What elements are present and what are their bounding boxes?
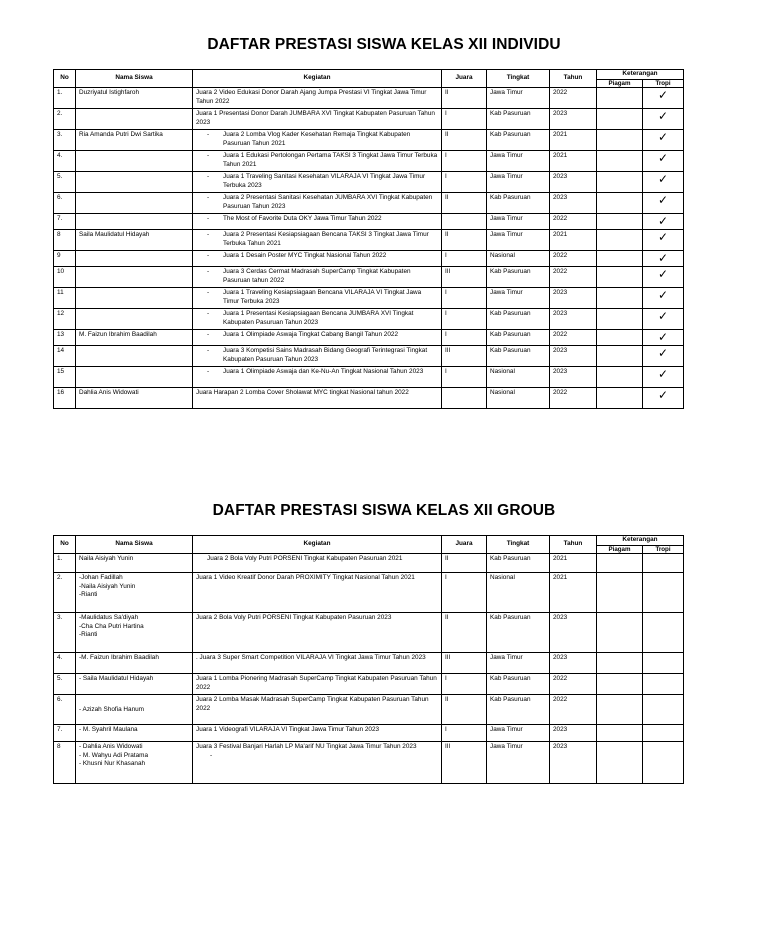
- cell-nama: Saila Maulidatul Hidayah: [76, 230, 193, 251]
- cell-juara: III: [442, 267, 487, 288]
- cell-kegiatan: [193, 288, 442, 309]
- cell-no: 3.: [54, 130, 76, 151]
- bullet-marker: -: [207, 289, 210, 296]
- bullet-marker: -: [207, 152, 210, 159]
- cell-tahun: 2021: [550, 151, 597, 172]
- member-name: -Maulidatus Sa'diyah: [79, 614, 139, 621]
- cell-no: 8: [54, 230, 76, 251]
- table-row: [54, 151, 684, 172]
- member-name: -Naila Aisiyah Yunin: [79, 582, 136, 590]
- check-icon: ✓: [643, 367, 684, 388]
- cell-no: 12: [54, 309, 76, 330]
- cell-nama: [76, 573, 193, 613]
- check-icon: ✓: [643, 346, 684, 367]
- table-row: [54, 725, 684, 742]
- kegiatan-text: Juara 2 Bola Voly Putri PORSENI Tingkat Kabupaten Pasuruan 2021: [207, 555, 403, 562]
- cell-kegiatan: [193, 554, 442, 573]
- bullet-marker: -: [207, 310, 210, 317]
- table-row: [54, 653, 684, 674]
- cell-no: 7.: [54, 725, 76, 742]
- cell-no: 15: [54, 367, 76, 388]
- cell-juara: II: [442, 130, 487, 151]
- cell-piagam: [597, 367, 643, 388]
- cell-kegiatan: [193, 653, 442, 674]
- check-icon: ✓: [643, 88, 684, 109]
- cell-juara: I: [442, 288, 487, 309]
- header-kegiatan: Kegiatan: [193, 536, 442, 554]
- cell-piagam: [597, 230, 643, 251]
- cell-tingkat: Jawa Timur: [487, 214, 550, 230]
- cell-piagam: [597, 288, 643, 309]
- cell-no: 11: [54, 288, 76, 309]
- cell-nama: [76, 725, 193, 742]
- header-no: No: [54, 70, 76, 88]
- cell-tingkat: Kab Pasuruan: [487, 346, 550, 367]
- cell-tingkat: Kab Pasuruan: [487, 695, 550, 725]
- cell-tingkat: Kab Pasuruan: [487, 554, 550, 573]
- cell-nama: Dahlia Anis Widowati: [76, 388, 193, 409]
- member-name: -Cha Cha Putri Hartina: [79, 622, 144, 630]
- kegiatan-text: Juara 1 Traveling Kesiapsiagaan Bencana VILARAJA VI Tingkat Jawa Timur Terbuka 2023: [223, 289, 422, 305]
- cell-tahun: 2022: [550, 251, 597, 267]
- check-icon: ✓: [643, 151, 684, 172]
- check-icon: ✓: [643, 130, 684, 151]
- cell-tingkat: Jawa Timur: [487, 230, 550, 251]
- cell-no: 4.: [54, 151, 76, 172]
- bullet-marker: -: [207, 368, 210, 375]
- cell-tahun: 2022: [550, 388, 597, 409]
- cell-tropi: [643, 725, 684, 742]
- kegiatan-text: Juara 1 Edukasi Pertolongan Pertama TAKSI 3 Tingkat Jawa Timur Terbuka Tahun 2021: [223, 152, 438, 168]
- cell-no: 6.: [54, 695, 76, 725]
- cell-piagam: [597, 151, 643, 172]
- cell-tahun: 2022: [550, 330, 597, 346]
- cell-kegiatan: [193, 151, 442, 172]
- cell-juara: III: [442, 653, 487, 674]
- cell-kegiatan: [193, 267, 442, 288]
- cell-tingkat: Kab Pasuruan: [487, 109, 550, 130]
- table-row: [54, 346, 684, 367]
- table-row: [54, 130, 684, 151]
- bullet-marker: -: [207, 131, 210, 138]
- cell-piagam: [597, 653, 643, 674]
- cell-kegiatan: [193, 330, 442, 346]
- cell-tingkat: Nasional: [487, 251, 550, 267]
- table-row: [54, 193, 684, 214]
- header-juara: Juara: [442, 70, 487, 88]
- member-name: - Khusni Nur Khasanah: [79, 760, 146, 768]
- cell-nama: [76, 695, 193, 725]
- cell-juara: II: [442, 695, 487, 725]
- check-icon: ✓: [643, 193, 684, 214]
- cell-tingkat: Jawa Timur: [487, 653, 550, 674]
- header-keterangan: Keterangan: [597, 70, 684, 80]
- header-tropi: Tropi: [643, 546, 684, 554]
- cell-no: 4.: [54, 653, 76, 674]
- cell-tahun: 2021: [550, 554, 597, 573]
- group-table: [53, 535, 684, 784]
- table-row: [54, 172, 684, 193]
- header-keterangan: Keterangan: [597, 536, 684, 546]
- check-icon: ✓: [643, 172, 684, 193]
- check-icon: ✓: [643, 330, 684, 346]
- cell-tropi: [643, 554, 684, 573]
- cell-piagam: [597, 674, 643, 695]
- cell-no: 1.: [54, 554, 76, 573]
- member-name: Naila Aisiyah Yunin: [79, 555, 134, 562]
- cell-nama: [76, 288, 193, 309]
- header-kegiatan: Kegiatan: [193, 70, 442, 88]
- cell-piagam: [597, 388, 643, 409]
- cell-piagam: [597, 346, 643, 367]
- cell-tingkat: Kab Pasuruan: [487, 130, 550, 151]
- cell-kegiatan: [193, 230, 442, 251]
- table-row: [54, 674, 684, 695]
- cell-kegiatan: [193, 346, 442, 367]
- cell-no: 1.: [54, 88, 76, 109]
- header-juara: Juara: [442, 536, 487, 554]
- member-name: - M. Wahyu Adi Pratama: [79, 751, 149, 759]
- kegiatan-text: Juara 1 Olimpiade Aswaja Tingkat Cabang Bangil Tahun 2022: [223, 331, 399, 338]
- cell-piagam: [597, 214, 643, 230]
- member-name: - Azizah Shofia Hanum: [79, 706, 145, 713]
- cell-kegiatan: [193, 367, 442, 388]
- table-row: [54, 388, 684, 409]
- header-piagam: Piagam: [597, 80, 643, 88]
- bullet-marker: -: [207, 268, 210, 275]
- cell-juara: I: [442, 251, 487, 267]
- table-row: [54, 573, 684, 613]
- table-row: [54, 267, 684, 288]
- cell-juara: [442, 214, 487, 230]
- table-row: [54, 309, 684, 330]
- table-row: [54, 288, 684, 309]
- cell-tropi: [643, 674, 684, 695]
- table-row: [54, 367, 684, 388]
- cell-tahun: 2023: [550, 613, 597, 653]
- cell-tahun: 2021: [550, 573, 597, 613]
- header-tingkat: Tingkat: [487, 70, 550, 88]
- cell-nama: [76, 613, 193, 653]
- bullet-marker: -: [207, 194, 210, 201]
- cell-nama: M. Faizun Ibrahim Baadilah: [76, 330, 193, 346]
- cell-nama: [76, 151, 193, 172]
- cell-kegiatan: [193, 742, 442, 784]
- kegiatan-text: Juara 1 Olimpiade Aswaja dan Ke-Nu-An Tingkat Nasional Tahun 2023: [223, 368, 424, 375]
- check-icon: ✓: [643, 388, 684, 409]
- cell-tingkat: Kab Pasuruan: [487, 193, 550, 214]
- cell-juara: I: [442, 172, 487, 193]
- member-name: -M. Faizun Ibrahim Baadilah: [79, 654, 159, 661]
- cell-kegiatan: [193, 251, 442, 267]
- cell-tahun: 2022: [550, 267, 597, 288]
- kegiatan-text: Juara 2 Video Edukasi Donor Darah Ajang Jumpa Prestasi VI Tingkat Jawa Timur Tahun 2022: [196, 89, 427, 105]
- bullet-marker: -: [207, 252, 210, 259]
- cell-kegiatan: [193, 674, 442, 695]
- cell-nama: [76, 309, 193, 330]
- kegiatan-text: Juara Harapan 2 Lomba Cover Sholawat MYC tingkat Nasional tahun 2022: [196, 389, 409, 396]
- cell-kegiatan: [193, 172, 442, 193]
- cell-juara: [442, 388, 487, 409]
- check-icon: ✓: [643, 267, 684, 288]
- header-nama: Nama Siswa: [76, 70, 193, 88]
- kegiatan-text: Juara 3 Festival Banjari Harlah LP Ma'arif NU Tingkat Jawa Timur Tahun 2023: [196, 743, 417, 750]
- cell-tingkat: Jawa Timur: [487, 88, 550, 109]
- cell-nama: [76, 346, 193, 367]
- kegiatan-text: Juara 1 Lomba Pionering Madrasah SuperCamp Tingkat Kabupaten Pasuruan Tahun 2022: [196, 675, 437, 691]
- cell-tahun: 2023: [550, 367, 597, 388]
- bullet-marker: -: [207, 173, 210, 180]
- header-nama: Nama Siswa: [76, 536, 193, 554]
- bullet-marker: -: [207, 331, 210, 338]
- cell-tropi: [643, 695, 684, 725]
- cell-nama: [76, 742, 193, 784]
- individu-table: [53, 69, 684, 409]
- cell-nama: [76, 367, 193, 388]
- kegiatan-text: Juara 3 Kompetisi Sains Madrasah Bidang Geografi Terintegrasi Tingkat Kabupaten Pasuruan Tahun 2023: [223, 347, 428, 363]
- cell-tahun: 2022: [550, 88, 597, 109]
- cell-juara: I: [442, 674, 487, 695]
- cell-no: 2.: [54, 109, 76, 130]
- table-row: [54, 230, 684, 251]
- cell-tingkat: Kab Pasuruan: [487, 309, 550, 330]
- cell-tropi: [643, 573, 684, 613]
- cell-tahun: 2022: [550, 695, 597, 725]
- cell-tropi: [643, 613, 684, 653]
- bullet-marker: -: [207, 347, 210, 354]
- member-name: -Johan Fadillah: [79, 574, 123, 581]
- cell-juara: I: [442, 109, 487, 130]
- bullet-marker: -: [207, 231, 210, 238]
- cell-piagam: [597, 742, 643, 784]
- cell-tingkat: Jawa Timur: [487, 742, 550, 784]
- kegiatan-text: Juara 1 Video Kreatif Donor Darah PROXIMITY Tingkat Nasional Tahun 2021: [196, 574, 415, 581]
- table-row: [54, 251, 684, 267]
- bullet-marker: -: [207, 215, 210, 222]
- cell-tingkat: Jawa Timur: [487, 151, 550, 172]
- cell-juara: II: [442, 554, 487, 573]
- table-row: [54, 554, 684, 573]
- cell-no: 5.: [54, 674, 76, 695]
- cell-tahun: 2023: [550, 172, 597, 193]
- cell-no: 6.: [54, 193, 76, 214]
- cell-kegiatan: [193, 88, 442, 109]
- cell-no: 7.: [54, 214, 76, 230]
- cell-no: 10: [54, 267, 76, 288]
- cell-tingkat: Kab Pasuruan: [487, 674, 550, 695]
- kegiatan-text: Juara 1 Presentasi Donor Darah JUMBARA XVI Tingkat Kabupaten Pasuruan Tahun 2023: [196, 110, 435, 126]
- cell-kegiatan: [193, 573, 442, 613]
- cell-nama: [76, 251, 193, 267]
- header-tingkat: Tingkat: [487, 536, 550, 554]
- cell-nama: [76, 193, 193, 214]
- cell-tropi: [643, 653, 684, 674]
- cell-piagam: [597, 309, 643, 330]
- kegiatan-text: Juara 1 Traveling Sanitasi Kesehatan VILARAJA VI Tingkat Jawa Timur Terbuka 2023: [223, 173, 426, 189]
- table-row: [54, 330, 684, 346]
- cell-piagam: [597, 193, 643, 214]
- cell-nama: Duzriyatul Istighfaroh: [76, 88, 193, 109]
- cell-tingkat: Kab Pasuruan: [487, 613, 550, 653]
- cell-piagam: [597, 267, 643, 288]
- kegiatan-text: Juara 1 Desain Poster MYC Tingkat Nasional Tahun 2022: [223, 252, 387, 259]
- check-icon: ✓: [643, 251, 684, 267]
- group-title: DAFTAR PRESTASI SISWA KELAS XII GROUB: [212, 502, 556, 519]
- cell-piagam: [597, 251, 643, 267]
- cell-tahun: 2023: [550, 742, 597, 784]
- member-name: - Dahlia Anis Widowati: [79, 743, 143, 750]
- cell-tahun: 2021: [550, 130, 597, 151]
- cell-nama: [76, 214, 193, 230]
- cell-tahun: 2021: [550, 230, 597, 251]
- kegiatan-text: Juara 2 Lomba Masak Madrasah SuperCamp Tingkat Kabupaten Pasuruan Tahun 2022: [196, 696, 429, 712]
- cell-no: 9: [54, 251, 76, 267]
- cell-tahun: 2023: [550, 346, 597, 367]
- cell-tingkat: Jawa Timur: [487, 725, 550, 742]
- cell-juara: I: [442, 367, 487, 388]
- cell-no: 8: [54, 742, 76, 784]
- cell-juara: II: [442, 88, 487, 109]
- cell-tahun: 2023: [550, 725, 597, 742]
- cell-tingkat: Nasional: [487, 367, 550, 388]
- cell-tingkat: Jawa Timur: [487, 172, 550, 193]
- cell-kegiatan: [193, 214, 442, 230]
- kegiatan-text: The Most of Favorite Duta OKY Jawa Timur Tahun 2022: [223, 215, 382, 222]
- cell-piagam: [597, 172, 643, 193]
- cell-no: 14: [54, 346, 76, 367]
- cell-nama: [76, 653, 193, 674]
- cell-tahun: 2023: [550, 309, 597, 330]
- cell-kegiatan: [193, 725, 442, 742]
- kegiatan-extra: -: [210, 751, 213, 759]
- cell-kegiatan: [193, 130, 442, 151]
- cell-tahun: 2023: [550, 109, 597, 130]
- cell-juara: I: [442, 725, 487, 742]
- header-piagam: Piagam: [597, 546, 643, 554]
- cell-kegiatan: [193, 109, 442, 130]
- cell-juara: I: [442, 151, 487, 172]
- cell-kegiatan: [193, 695, 442, 725]
- member-name: - M. Syahril Maulana: [79, 726, 138, 733]
- cell-nama: [76, 267, 193, 288]
- cell-tahun: 2022: [550, 674, 597, 695]
- member-name: -Rianti: [79, 591, 98, 599]
- kegiatan-text: Juara 2 Bola Voly Putri PORSENI Tingkat Kabupaten Pasuruan 2023: [196, 614, 392, 621]
- cell-juara: II: [442, 613, 487, 653]
- cell-no: 2.: [54, 573, 76, 613]
- cell-nama: [76, 172, 193, 193]
- check-icon: ✓: [643, 309, 684, 330]
- cell-piagam: [597, 725, 643, 742]
- header-tropi: Tropi: [643, 80, 684, 88]
- cell-tingkat: Jawa Timur: [487, 288, 550, 309]
- cell-piagam: [597, 573, 643, 613]
- cell-kegiatan: [193, 613, 442, 653]
- cell-tahun: 2022: [550, 214, 597, 230]
- cell-no: 16: [54, 388, 76, 409]
- cell-tingkat: Nasional: [487, 388, 550, 409]
- cell-piagam: [597, 554, 643, 573]
- table-row: [54, 742, 684, 784]
- check-icon: ✓: [643, 214, 684, 230]
- member-name: - Saila Maulidatul Hidayah: [79, 675, 154, 682]
- cell-no: 5.: [54, 172, 76, 193]
- cell-tingkat: Kab Pasuruan: [487, 330, 550, 346]
- cell-no: 3.: [54, 613, 76, 653]
- cell-piagam: [597, 130, 643, 151]
- kegiatan-text: Juara 2 Lomba Vlog Kader Kesehatan Remaja Tingkat Kabupaten Pasuruan Tahun 2021: [223, 131, 411, 147]
- cell-piagam: [597, 109, 643, 130]
- cell-no: 13: [54, 330, 76, 346]
- cell-juara: I: [442, 330, 487, 346]
- cell-juara: II: [442, 230, 487, 251]
- cell-juara: III: [442, 346, 487, 367]
- kegiatan-text: Juara 2 Presentasi Kesiapsiagaan Bencana TAKSI 3 Tingkat Jawa Timur Terbuka Tahun 2021: [223, 231, 429, 247]
- cell-tahun: 2023: [550, 653, 597, 674]
- table-row: [54, 695, 684, 725]
- cell-tahun: 2023: [550, 288, 597, 309]
- individu-title: DAFTAR PRESTASI SISWA KELAS XII INDIVIDU: [207, 36, 561, 53]
- kegiatan-text: Juara 2 Presentasi Sanitasi Kesehatan JUMBARA XVI Tingkat Kabupaten Pasuruan Tahun 2023: [223, 194, 433, 210]
- kegiatan-text: Juara 3 Cerdas Cermat Madrasah SuperCamp Tingkat Kabupaten Pasuruan tahun 2022: [223, 268, 411, 284]
- kegiatan-text: Juara 1 Videografi VILARAJA VI Tingkat Jawa Timur Tahun 2023: [196, 726, 380, 733]
- cell-tahun: 2023: [550, 193, 597, 214]
- cell-kegiatan: [193, 388, 442, 409]
- cell-tingkat: Nasional: [487, 573, 550, 613]
- cell-nama: Ria Amanda Putri Dwi Sartika: [76, 130, 193, 151]
- table-row: [54, 613, 684, 653]
- cell-tingkat: Kab Pasuruan: [487, 267, 550, 288]
- cell-juara: III: [442, 742, 487, 784]
- check-icon: ✓: [643, 109, 684, 130]
- cell-juara: II: [442, 193, 487, 214]
- table-row: [54, 88, 684, 109]
- cell-kegiatan: [193, 309, 442, 330]
- header-tahun: Tahun: [550, 70, 597, 88]
- cell-tropi: [643, 742, 684, 784]
- header-tahun: Tahun: [550, 536, 597, 554]
- cell-piagam: [597, 613, 643, 653]
- cell-juara: I: [442, 309, 487, 330]
- kegiatan-text: Juara 1 Presentasi Kesiapsiagaan Bencana JUMBARA XVI Tingkat Kabupaten Pasuruan Tahun 2023: [223, 310, 414, 326]
- cell-nama: [76, 674, 193, 695]
- table-row: [54, 109, 684, 130]
- cell-piagam: [597, 330, 643, 346]
- cell-juara: I: [442, 573, 487, 613]
- cell-nama: [76, 554, 193, 573]
- table-row: [54, 214, 684, 230]
- check-icon: ✓: [643, 288, 684, 309]
- kegiatan-text: . Juara 3 Super Smart Competition VILARAJA VI Tingkat Jawa Timur Tahun 2023: [196, 654, 426, 661]
- cell-piagam: [597, 88, 643, 109]
- cell-kegiatan: [193, 193, 442, 214]
- check-icon: ✓: [643, 230, 684, 251]
- member-name: -Rianti: [79, 631, 98, 639]
- cell-piagam: [597, 695, 643, 725]
- cell-nama: [76, 109, 193, 130]
- header-no: No: [54, 536, 76, 554]
